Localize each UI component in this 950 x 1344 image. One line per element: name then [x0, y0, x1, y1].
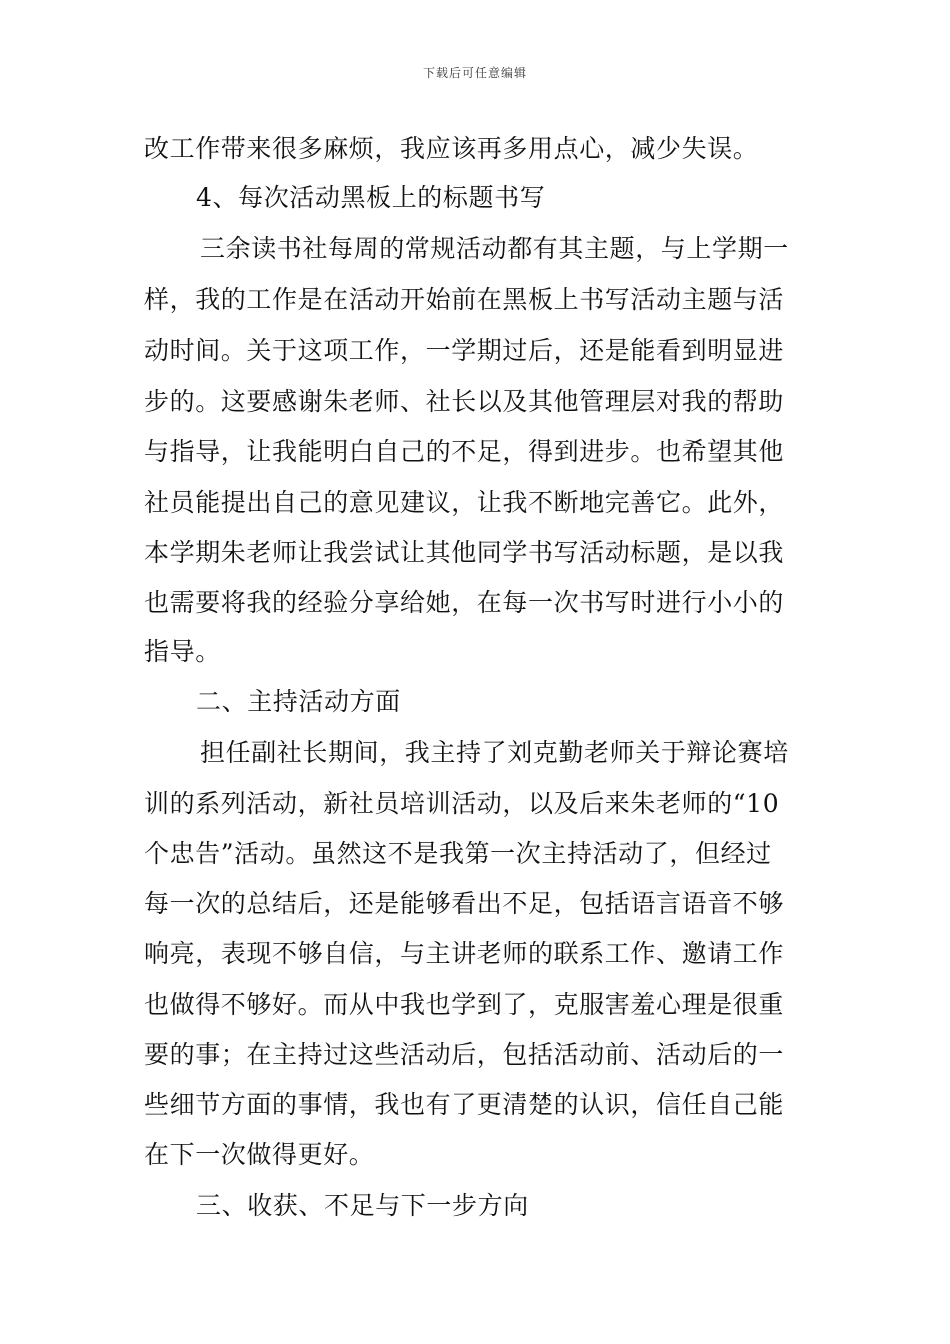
- text-line: 也做得不够好。而从中我也学到了，克服害羞心理是很重: [144, 990, 785, 1019]
- text-line: 也需要将我的经验分享给她，在每一次书写时进行小小的: [144, 588, 785, 617]
- text-line: 三余读书社每周的常规活动都有其主题，与上学期一: [200, 234, 789, 263]
- text-line: 动时间。关于这项工作，一学期过后，还是能看到明显进: [144, 336, 785, 365]
- text-line: 每一次的总结后，还是能够看出不足，包括语言语音不够: [144, 889, 785, 918]
- text-line: 本学期朱老师让我尝试让其他同学书写活动标题，是以我: [144, 538, 785, 567]
- text-line: 响亮，表现不够自信，与主讲老师的联系工作、邀请工作: [144, 939, 785, 968]
- section-heading: 二、主持活动方面: [196, 687, 401, 716]
- text-line: 训的系列活动，新社员培训活动，以及后来朱老师的“10: [144, 789, 780, 818]
- page-header: 下载后可任意编辑: [422, 66, 527, 80]
- section-heading: 4、每次活动黑板上的标题书写: [196, 183, 546, 212]
- text-line: 指导。: [144, 637, 221, 666]
- text-line: 社员能提出自己的意见建议，让我不断地完善它。此外，: [144, 488, 785, 517]
- text-line: 担任副社长期间，我主持了刘克勤老师关于辩论赛培: [200, 738, 789, 767]
- text-line: 与指导，让我能明白自己的不足，得到进步。也希望其他: [144, 437, 785, 466]
- text-line: 些细节方面的事情，我也有了更清楚的认识，信任自己能: [144, 1090, 785, 1119]
- text-line: 步的。这要感谢朱老师、社长以及其他管理层对我的帮助: [144, 387, 785, 416]
- text-line: 在下一次做得更好。: [144, 1140, 375, 1169]
- text-line: 个忠告”活动。虽然这不是我第一次主持活动了，但经过: [144, 839, 772, 868]
- text-line: 样，我的工作是在活动开始前在黑板上书写活动主题与活: [144, 285, 785, 314]
- section-heading: 三、收获、不足与下一步方向: [196, 1191, 529, 1220]
- text-line: 要的事；在主持过这些活动后，包括活动前、活动后的一: [144, 1040, 785, 1069]
- text-line: 改工作带来很多麻烦，我应该再多用点心，减少失误。: [144, 134, 759, 163]
